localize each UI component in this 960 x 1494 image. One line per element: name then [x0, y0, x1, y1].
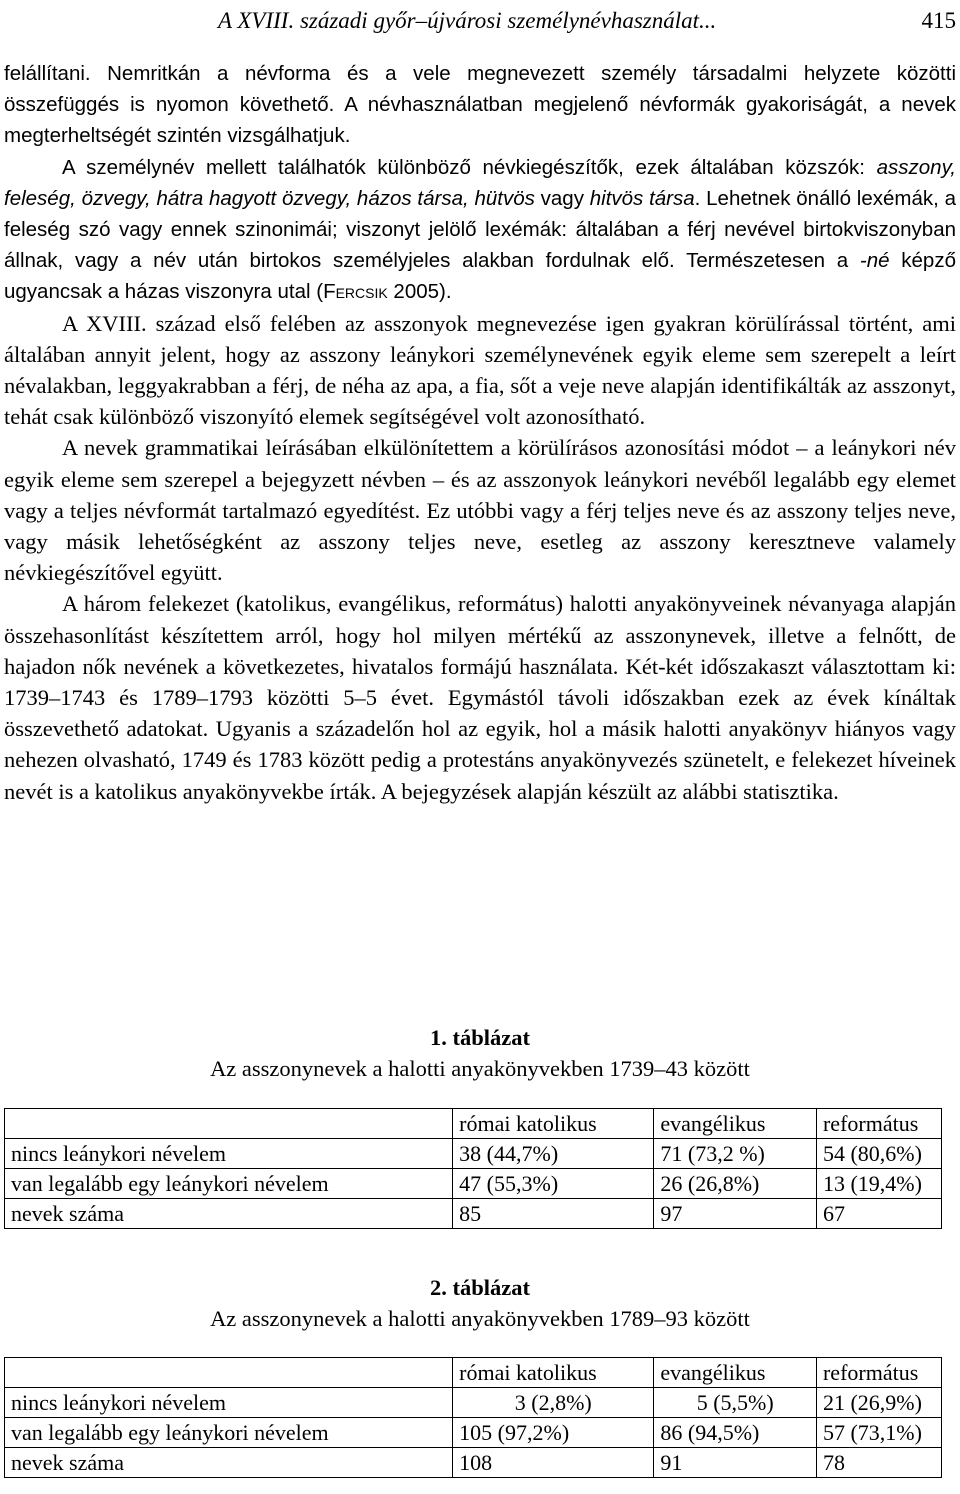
table-row	[5, 1448, 942, 1478]
table-cell: 86 (94,5%)	[654, 1418, 817, 1448]
table-header-cell: római katolikus	[453, 1109, 654, 1139]
table-cell: nincs leánykori névelem	[5, 1139, 453, 1169]
page-number: 415	[921, 8, 956, 33]
p2-italic-term: hitvös társa	[589, 186, 695, 210]
p2-italic-suffix: -né	[859, 249, 890, 273]
table-header-row	[5, 1358, 942, 1388]
table-2-number: 2. táblázat	[430, 1275, 530, 1300]
table-cell: 3 (2,8%)	[453, 1388, 654, 1418]
paragraph-1: felállítani. Nemritkán a névforma és a vele megnevezett személy társadalmi helyzete közötti összefüggés is nyomon követhető. A névhasználatban megjelenő névformák gyakoriságát, a nevek megterheltségét szintén vizsgálhatjuk.	[4, 62, 956, 148]
paragraph-5: A három felekezet (katolikus, evangélikus, református) halotti anyakönyveinek névanyaga alapján összehasonlítást készítettem arról, hogy hol milyen mértékű az asszonynevek, illetve a felnőtt, de hajadon nők nevének a következetes, hivatalos formájú használata. Két-két időszakaszt választottam ki: 1739–1743 és 1789–1793 közötti 5–5 évet. Egymástól távoli időszakban ezek az évek kínáltak összevethető adatokat. Ugyanis a századelőn hol az egyik, hol a másik halotti anyakönyv hiányos vagy nehezen olvasható, 1749 és 1783 között pedig a protestáns anyakönyvezés szünetelt, e felekezet híveinek nevét is a katolikus anyakönyvekbe írták. A bejegyzések alapján készült az alábbi statisztika.	[4, 591, 956, 804]
table-cell: 108	[453, 1448, 654, 1478]
table-1	[4, 1108, 942, 1229]
table-cell: 47 (55,3%)	[453, 1169, 654, 1199]
table-row	[5, 1388, 942, 1418]
table-cell: 54 (80,6%)	[816, 1139, 941, 1169]
table-1-title: Az asszonynevek a halotti anyakönyvekben 1739–43 között	[210, 1056, 750, 1081]
paragraph-3: A XVIII. század első felében az asszonyok megnevezése igen gyakran körülírással történt, ami általában annyit jelent, hogy az asszony leánykori személynevének egyik eleme sem szerepelt a leírt névalakban, leggyakrabban a férj, de néha az apa, a fia, sőt a veje neve alapján identifikálták az asszonyt, tehát csak különböző viszonyító elemek segítségével volt azonosítható.	[4, 310, 956, 430]
table-row	[5, 1199, 942, 1229]
paragraph-2	[4, 152, 956, 308]
table-cell: nevek száma	[5, 1448, 453, 1478]
table-cell: nevek száma	[5, 1199, 453, 1229]
p2-text-i: 2005).	[387, 280, 452, 304]
table-cell: 91	[654, 1448, 817, 1478]
page-header	[0, 4, 960, 38]
table-header-cell	[5, 1358, 453, 1388]
p2-text-c: vagy	[534, 186, 590, 210]
p2-italic-terms: asszony, feleség, özvegy, hátra hagyott özvegy, házos társa, hütvös	[4, 155, 956, 210]
table-row	[5, 1139, 942, 1169]
table-header-cell: evangélikus	[654, 1358, 817, 1388]
table-2-block	[4, 1272, 956, 1478]
running-title: A XVIII. századi győr–újvárosi személynévhasználat...	[218, 8, 717, 33]
table-cell: 13 (19,4%)	[816, 1169, 941, 1199]
table-cell: 105 (97,2%)	[453, 1418, 654, 1448]
table-cell: 97	[654, 1199, 817, 1229]
table-cell: 38 (44,7%)	[453, 1139, 654, 1169]
table-cell: van legalább egy leánykori névelem	[5, 1169, 453, 1199]
table-2-title: Az asszonynevek a halotti anyakönyvekben 1789–93 között	[210, 1306, 750, 1331]
table-1-block	[4, 1022, 956, 1229]
table-header-cell: római katolikus	[453, 1358, 654, 1388]
p2-text-e: . Lehetnek önálló lexémák, a feleség szó vagy ennek szinonimái; viszonyt jelölő lexémák: általában a férj nevével birtokviszonyban állnak, vagy a név után birtokos személyjeles alakban fordulnak elő. Természetesen a	[4, 186, 956, 273]
table-2	[4, 1357, 942, 1478]
table-cell: 85	[453, 1199, 654, 1229]
table-cell: 57 (73,1%)	[816, 1418, 941, 1448]
table-row	[5, 1169, 942, 1199]
table-cell: 71 (73,2 %)	[654, 1139, 817, 1169]
table-cell: 21 (26,9%)	[816, 1388, 941, 1418]
table-cell: 26 (26,8%)	[654, 1169, 817, 1199]
table-header-cell	[5, 1109, 453, 1139]
table-header-cell: református	[816, 1109, 941, 1139]
table-cell: 78	[816, 1448, 941, 1478]
table-cell: 67	[816, 1199, 941, 1229]
table-header-row	[5, 1109, 942, 1139]
table-row	[5, 1418, 942, 1448]
table-cell: 5 (5,5%)	[654, 1388, 817, 1418]
table-cell: van legalább egy leánykori névelem	[5, 1418, 453, 1448]
table-1-number: 1. táblázat	[430, 1025, 530, 1050]
body-text	[4, 58, 956, 807]
p2-text-a: A személynév mellett találhatók különböző névkiegészítők, ezek általában közszók:	[62, 155, 877, 179]
p2-text-g: képző ugyancsak a házas viszonyra utal (	[4, 249, 956, 304]
p2-citation-author: Fercsik	[323, 280, 388, 304]
paragraph-4: A nevek grammatikai leírásában elkülönítettem a körülírásos azonosítási módot – a leánykori név egyik eleme sem szerepel a bejegyzett névben – és az asszonyok leánykori nevéből legalább egy elemet vagy a teljes névformát tartalmazó egyedítést. Ez utóbbi vagy a férj teljes neve és az asszony teljes neve, vagy másik lehetőségként az asszony teljes neve, esetleg az asszony keresztneve valamely névkiegészítővel együtt.	[4, 435, 956, 586]
table-header-cell: evangélikus	[654, 1109, 817, 1139]
table-header-cell: református	[816, 1358, 941, 1388]
table-cell: nincs leánykori névelem	[5, 1388, 453, 1418]
